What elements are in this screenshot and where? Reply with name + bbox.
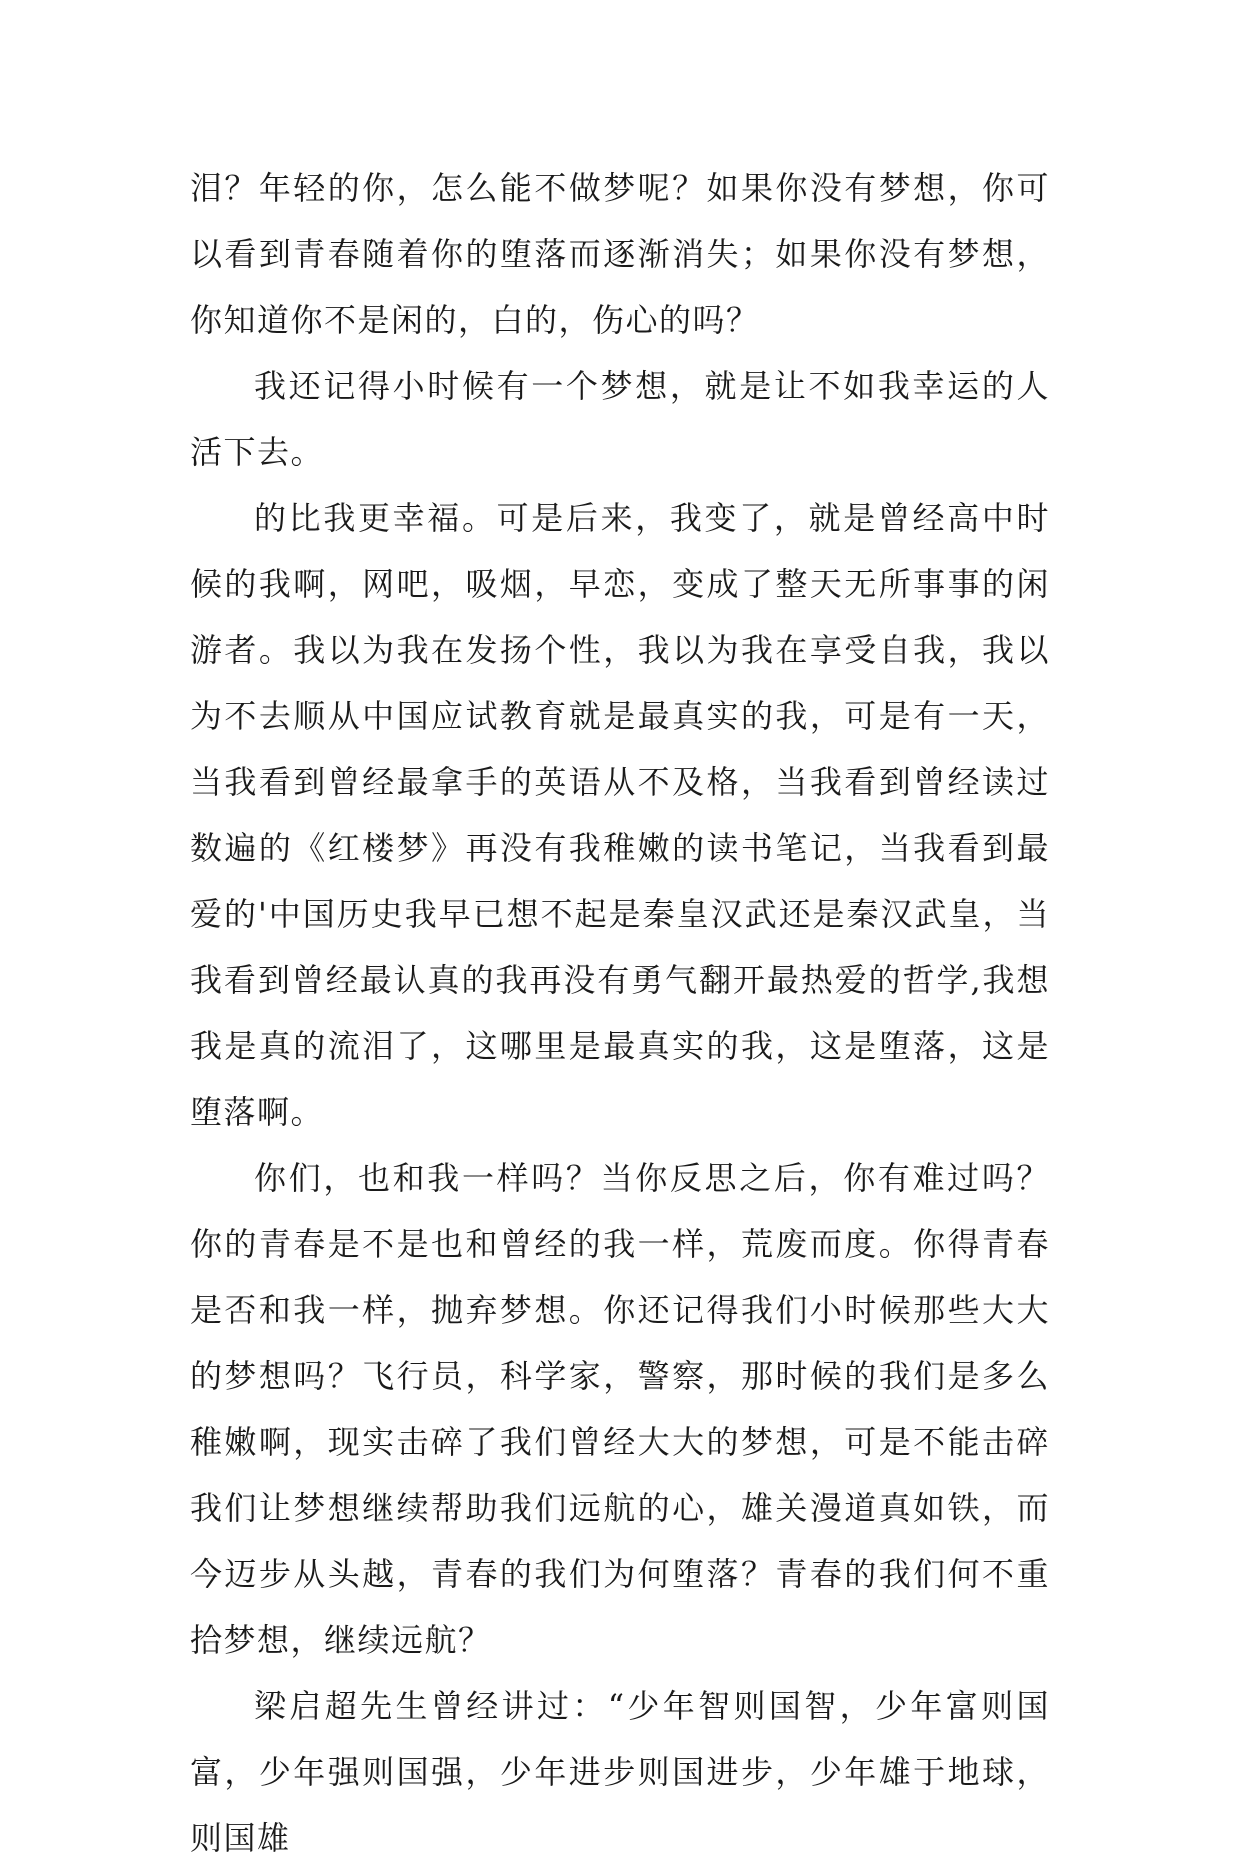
- paragraph-5: 梁启超先生曾经讲过：“少年智则国智，少年富则国富，少年强则国强，少年进步则国进步，少年雄于地球，则国雄: [190, 1687, 1050, 1857]
- paragraph-3: 的比我更幸福。可是后来，我变了，就是曾经高中时候的我啊，网吧，吸烟，早恋，变成了整天无所事事的闲游者。我以为我在发扬个性，我以为我在享受自我，我以为不去顺从中国应试教育就是最真实的我，可是有一天，当我看到曾经最拿手的英语从不及格，当我看到曾经读过数遍的《红楼梦》再没有我稚嫩的读书笔记，当我看到最爱的'中国历史我早已想不起是秦皇汉武还是秦汉武皇，当我看到曾经最认真的我再没有勇气翻开最热爱的哲学,我想我是真的流泪了，这哪里是最真实的我，这是堕落，这是堕落啊。: [190, 499, 1050, 1131]
- paragraph-2: 我还记得小时候有一个梦想，就是让不如我幸运的人活下去。: [190, 367, 1050, 471]
- document-body: [190, 155, 1050, 1871]
- paragraph-1: 泪？年轻的你，怎么能不做梦呢？如果你没有梦想，你可以看到青春随着你的堕落而逐渐消失；如果你没有梦想，你知道你不是闲的，白的，伤心的吗？: [190, 169, 1050, 339]
- paragraph-4: 你们，也和我一样吗？当你反思之后，你有难过吗？你的青春是不是也和曾经的我一样，荒废而度。你得青春是否和我一样，抛弃梦想。你还记得我们小时候那些大大的梦想吗？飞行员，科学家，警察，那时候的我们是多么稚嫩啊，现实击碎了我们曾经大大的梦想，可是不能击碎我们让梦想继续帮助我们远航的心，雄关漫道真如铁，而今迈步从头越，青春的我们为何堕落？青春的我们何不重拾梦想，继续远航？: [190, 1159, 1050, 1659]
